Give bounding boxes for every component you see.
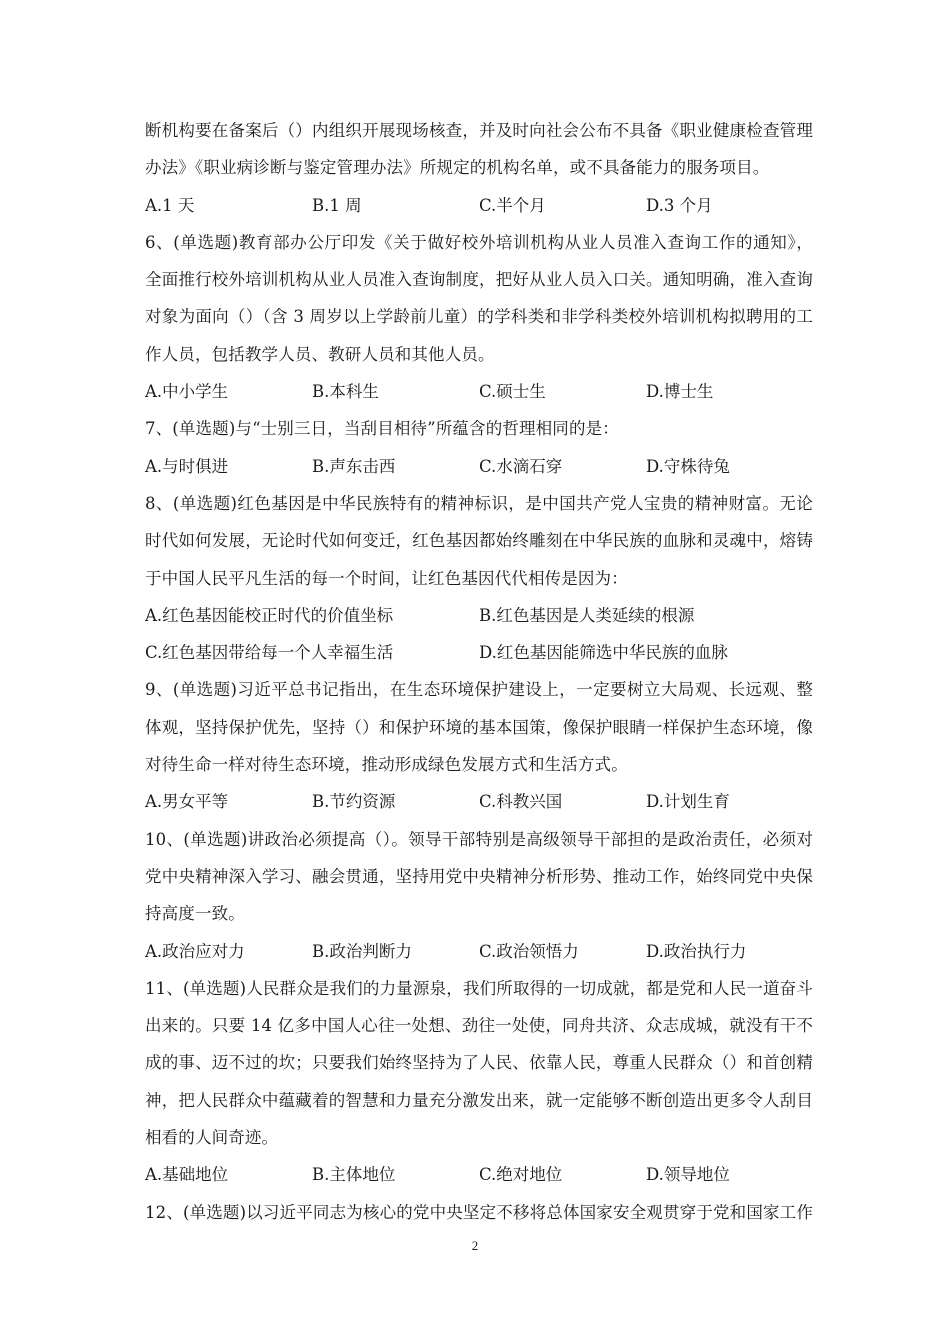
option-d: D.守株待兔 [646,456,730,476]
question-9-text: 对待生命一样对待生态环境，推动形成绿色发展方式和生活方式。 [145,755,628,775]
option-a: A.基础地位 [145,1165,229,1185]
question-11-options [145,1156,813,1193]
option-c: C.政治领悟力 [479,941,579,961]
question-6-text: 对象为面向（）（含 3 周岁以上学龄前儿童）的学科类和非学科类校外培训机构拟聘用的工 [145,307,813,327]
question-11-text: 成的事、迈不过的坎；只要我们始终坚持为了人民、依靠人民，尊重人民群众（）和首创精 [145,1053,813,1073]
option-b: B.声东击西 [312,456,396,476]
question-6-text: 作人员，包括教学人员、教研人员和其他人员。 [145,344,495,364]
question-text-line: 断机构要在备案后（）内组织开展现场核查，并及时向社会公布不具备《职业健康检查管理 [145,121,813,140]
option-a: A.男女平等 [145,792,229,812]
option-d: D.博士生 [646,382,714,402]
option-a: A.1 天 [145,195,195,215]
question-8-options-row-1 [145,597,813,634]
question-12-text: 12、(单选题)以习近平同志为核心的党中央坚定不移将总体国家安全观贯穿于党和国家工作 [145,1202,813,1222]
page-number: 2 [471,1238,479,1253]
option-d: D.领导地位 [646,1165,730,1185]
options-row [145,187,813,224]
option-b: B.1 周 [312,195,362,215]
option-a: A.红色基因能校正时代的价值坐标 [145,605,394,625]
question-10-text: 持高度一致。 [145,904,245,924]
option-c: C.红色基因带给每一个人幸福生活 [145,643,394,663]
option-a: A.政治应对力 [145,941,245,961]
option-a: A.中小学生 [145,382,229,402]
question-8-text: 时代如何发展，无论时代如何变迁，红色基因都始终雕刻在中华民族的血脉和灵魂中，熔铸 [145,531,813,551]
option-c: C.水滴石穿 [479,456,563,476]
option-c: C.半个月 [479,195,546,215]
option-d: D.3 个月 [646,195,713,215]
option-c: C.绝对地位 [479,1165,563,1185]
question-11-text: 11、(单选题)人民群众是我们的力量源泉，我们所取得的一切成就，都是党和人民一道奋斗 [145,978,813,998]
option-c: C.硕士生 [479,382,546,402]
question-11-text: 相看的人间奇迹。 [145,1128,279,1148]
question-9-options [145,783,813,820]
option-b: B.红色基因是人类延续的根源 [479,605,695,625]
option-b: B.政治判断力 [312,941,412,961]
question-8-text: 8、(单选题)红色基因是中华民族特有的精神标识，是中国共产党人宝贵的精神财富。无论 [145,493,813,513]
question-10-text: 党中央精神深入学习、融会贯通，坚持用党中央精神分析形势、推动工作，始终同党中央保 [145,866,813,886]
question-8-options-row-2 [145,634,813,671]
question-10-options [145,933,813,970]
question-11-text: 神，把人民群众中蕴藏着的智慧和力量充分激发出来，就一定能够不断创造出更多令人刮目 [145,1090,813,1110]
option-d: D.政治执行力 [646,941,747,961]
option-d: D.红色基因能筛选中华民族的血脉 [479,643,728,663]
option-d: D.计划生育 [646,792,730,812]
option-a: A.与时俱进 [145,456,229,476]
document-page [145,112,813,1231]
question-11-text: 出来的。只要 14 亿多中国人心往一处想、劲往一处使，同舟共济、众志成城，就没有干不 [145,1016,813,1036]
question-6-text: 全面推行校外培训机构从业人员准入查询制度，把好从业人员入口关。通知明确，准入查询 [145,270,813,290]
question-text-line: 办法》《职业病诊断与鉴定管理办法》所规定的机构名单，或不具备能力的服务项目。 [145,158,770,178]
option-b: B.主体地位 [312,1165,396,1185]
option-b: B.本科生 [312,382,379,402]
option-c: C.科教兴国 [479,792,563,812]
question-6-text: 6、(单选题)教育部办公厅印发《关于做好校外培训机构从业人员准入查询工作的通知》， [145,232,813,252]
question-9-text: 体观，坚持保护优先，坚持（）和保护环境的基本国策，像保护眼睛一样保护生态环境，像 [145,717,813,737]
question-7-text: 7、(单选题)与“士别三日，当刮目相待”所蕴含的哲理相同的是： [145,419,619,439]
question-8-text: 于中国人民平凡生活的每一个时间，让红色基因代代相传是因为： [145,568,628,588]
question-6-options [145,373,813,410]
option-b: B.节约资源 [312,792,396,812]
question-7-options [145,448,813,485]
question-10-text: 10、(单选题)讲政治必须提高（）。领导干部特别是高级领导干部担的是政治责任，必须对 [145,829,813,849]
question-9-text: 9、(单选题)习近平总书记指出，在生态环境保护建设上，一定要树立大局观、长远观、整 [145,680,813,700]
